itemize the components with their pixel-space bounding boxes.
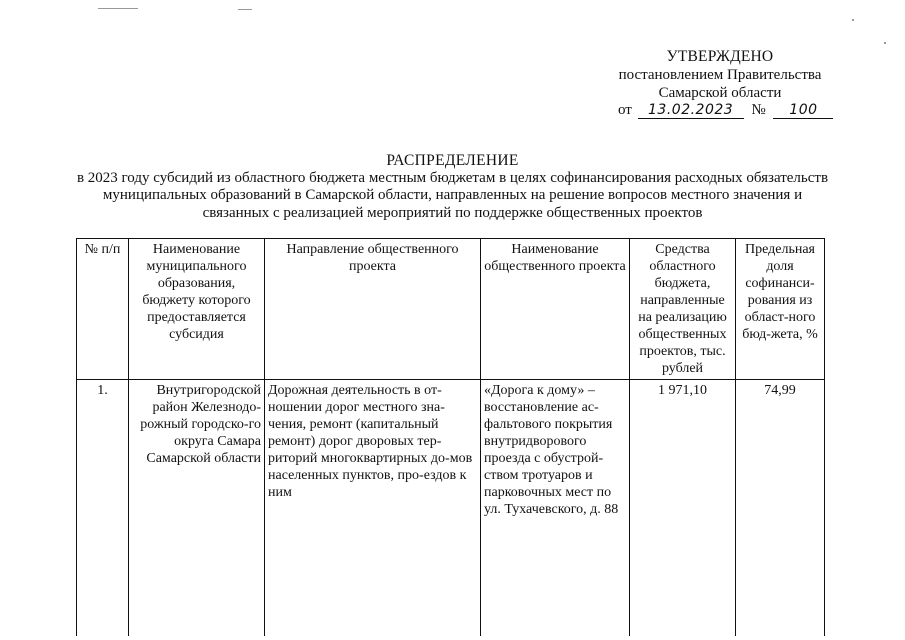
scan-artifact-line: [238, 9, 252, 10]
title-line-1: в 2023 году субсидий из областного бюджета местным бюджетам в целях софинансирования расходных обязательств: [76, 169, 829, 186]
header-direction: Направление общественного проекта: [265, 239, 481, 380]
title-heading: РАСПРЕДЕЛЕНИЕ: [386, 152, 519, 169]
number-sign: №: [751, 102, 766, 118]
cell-municipality: Внутригородской район Железнодо-рожный городско-го округа Самара Самарской области: [129, 380, 265, 637]
approval-number: 100: [773, 102, 833, 119]
approval-line-1: постановлением Правительства: [618, 67, 822, 83]
approval-date: 13.02.2023: [638, 102, 744, 119]
approval-block: [600, 48, 840, 102]
scan-artifact-dot: [852, 19, 854, 21]
scan-artifact-dot: [884, 42, 886, 44]
distribution-table: [76, 238, 825, 636]
table-header-row: [77, 239, 825, 380]
cell-num: 1.: [77, 380, 129, 637]
cell-project: «Дорога к дому» – восстановление ас-фальтового покрытия внутридворового проезда с обустрой-ством тротуаров и парковочных мест по ул. Тухачевского, д. 88: [481, 380, 630, 637]
table-row: [77, 380, 825, 637]
header-share: Предельная доля софинанси-рования из област-ного бюд-жета, %: [736, 239, 825, 380]
cell-share: 74,99: [736, 380, 825, 637]
approval-line-2: Самарской области: [658, 85, 782, 101]
date-prefix: от: [618, 102, 632, 118]
title-line-2: муниципальных образований в Самарской области, направленных на решение вопросов местного значения и: [102, 187, 803, 203]
cell-funds: 1 971,10: [630, 380, 736, 637]
title-line-3: связанных с реализацией мероприятий по поддержке общественных проектов: [202, 204, 703, 221]
approval-date-row: [618, 102, 833, 119]
header-municipality: Наименование муниципального образования, бюджету которого предоставляется субсидия: [129, 239, 265, 380]
header-project: Наименование общественного проекта: [481, 239, 630, 380]
header-num: № п/п: [77, 239, 129, 380]
scan-artifact-line: [98, 8, 138, 9]
approval-heading: УТВЕРЖДЕНО: [666, 48, 774, 65]
cell-direction: Дорожная деятельность в от-ношении дорог местного зна-чения, ремонт (капитальный ремонт) дорог дворовых тер-риторий многоквартирных до-мов населенных пунктов, про-ездов к ним: [265, 380, 481, 637]
header-funds: Средства областного бюджета, направленные на реализацию общественных проектов, тыс. рублей: [630, 239, 736, 380]
document-title: [40, 152, 865, 222]
